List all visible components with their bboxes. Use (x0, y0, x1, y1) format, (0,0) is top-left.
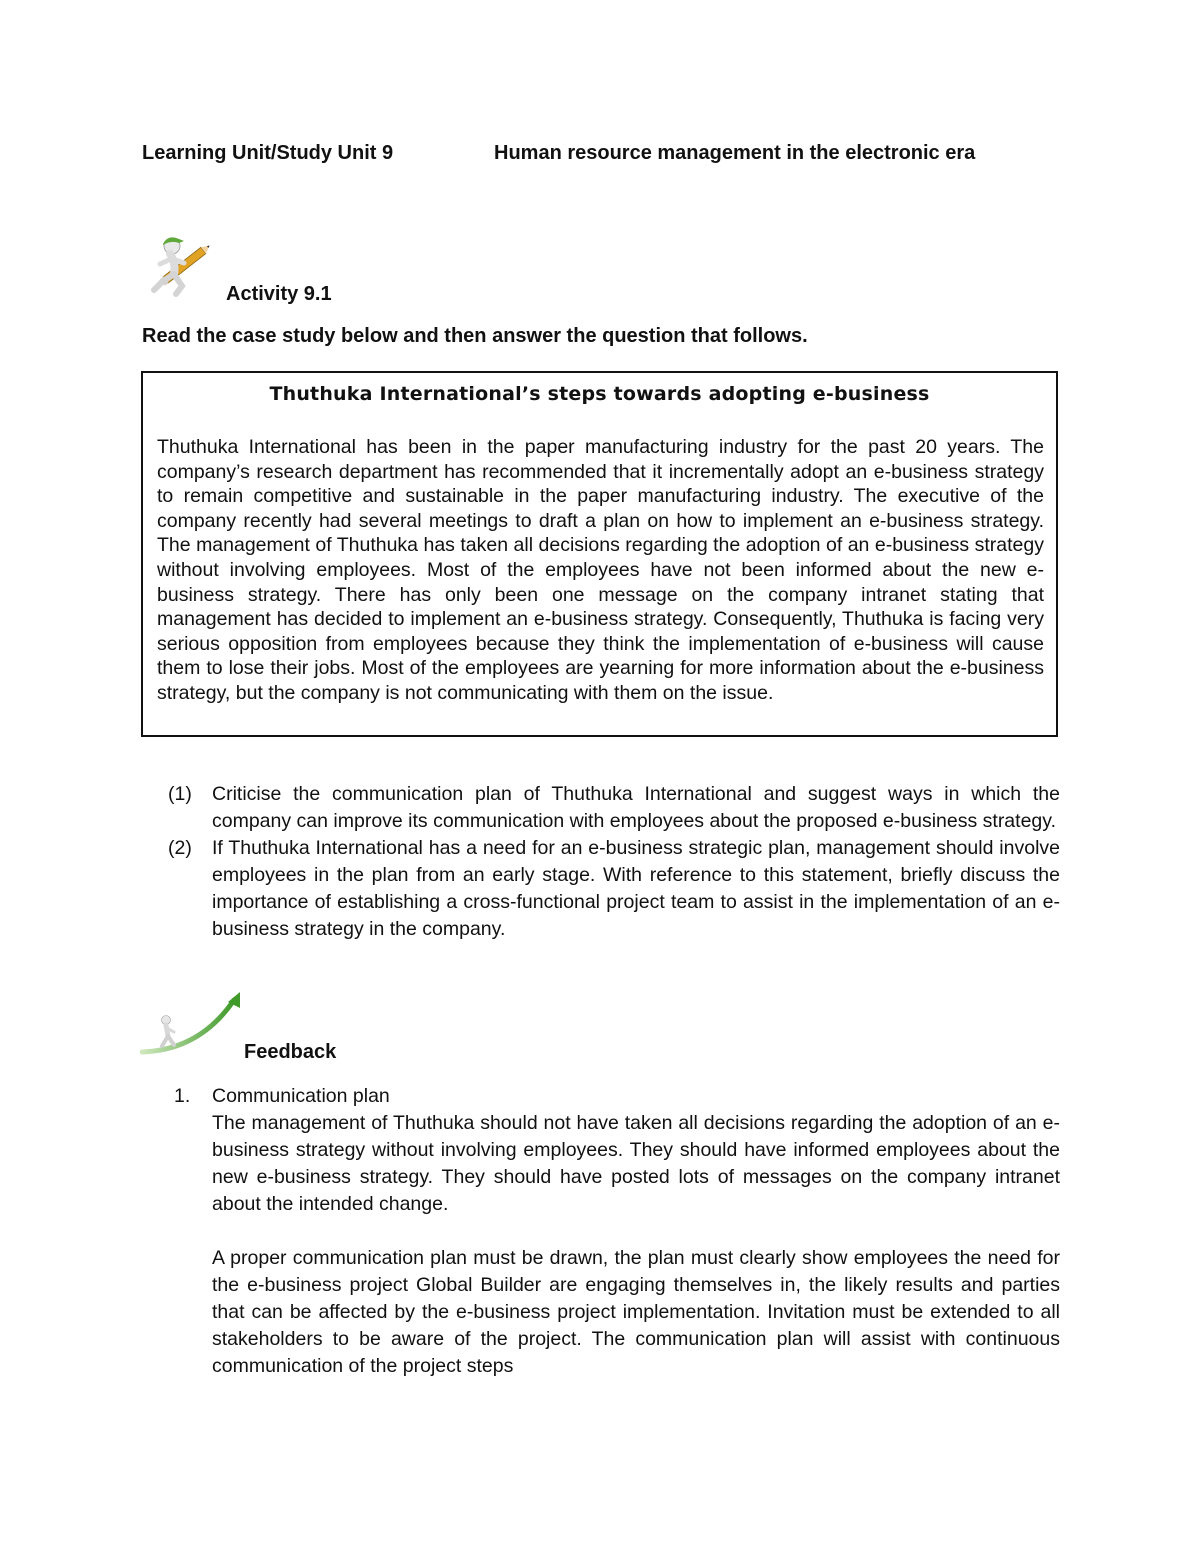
case-study-body: Thuthuka International has been in the paper manufacturing industry for the past 20 years. The company’s research department has recommended that it incrementally adopt an e-business strategy to remain competitive and sustainable in the paper manufacturing industry. The executive of the company recently had several meetings to draft a plan on how to implement an e-business strategy. The management of Thuthuka has taken all decisions regarding the adoption of an e-business strategy without involving employees. Most of the employees have not been informed about the new e-business strategy. There has only been one message on the company intranet stating that management has decided to implement an e-business strategy. Consequently, Thuthuka is facing very serious opposition from employees because they think the implementation of e-business will cause them to lose their jobs. Most of the employees are yearning for more information about the e-business strategy, but the company is not communicating with them on the issue. (157, 436, 1044, 704)
activity-instruction: Read the case study below and then answer the question that follows. (142, 325, 808, 347)
study-unit-title: Human resource management in the electronic era (494, 142, 976, 164)
feedback-paragraph: A proper communication plan must be drawn, the plan must clearly show employees the need for the e-business project Global Builder are engaging themselves in, the likely results and parties that can be affected by the e-business project implementation. Invitation must be extended to all stakeholders to be aware of the project. The communication plan will assist with continuous communication of the project steps (212, 1247, 1060, 1377)
feedback-paragraph: The management of Thuthuka should not have taken all decisions regarding the adoption of an e-business strategy without involving employees. They should have informed employees about the new e-business strategy. They should have posted lots of messages on the company intranet about the intended change. (212, 1112, 1060, 1215)
question-item (168, 781, 1060, 835)
feedback-item-number: 1. (174, 1085, 191, 1107)
question-number: (2) (168, 837, 192, 859)
question-item (168, 835, 1060, 943)
feedback-list (174, 1083, 1060, 1380)
question-list (168, 781, 1060, 943)
activity-label: Activity 9.1 (226, 283, 332, 305)
running-figure-with-pencil-icon (146, 230, 218, 298)
question-number: (1) (168, 783, 192, 805)
question-text: If Thuthuka International has a need for an e-business strategic plan, management should involve employees in the plan from an early stage. With reference to this statement, briefly discuss the importance of establishing a cross-functional project team to assist in the implementation of an e-business strategy in the company. (212, 837, 1060, 940)
study-unit-number: Learning Unit/Study Unit 9 (142, 142, 394, 164)
feedback-label: Feedback (244, 1041, 337, 1063)
feedback-item-heading: Communication plan (212, 1085, 390, 1107)
case-study-box (141, 371, 1058, 737)
feedback-item (174, 1083, 1060, 1380)
case-study-title: Thuthuka International’s steps towards adopting e-business (269, 383, 930, 405)
figure-climbing-green-arrow-icon (140, 990, 246, 1056)
question-text: Criticise the communication plan of Thuthuka International and suggest ways in which the company can improve its communication with employees about the proposed e-business strategy. (212, 783, 1060, 832)
